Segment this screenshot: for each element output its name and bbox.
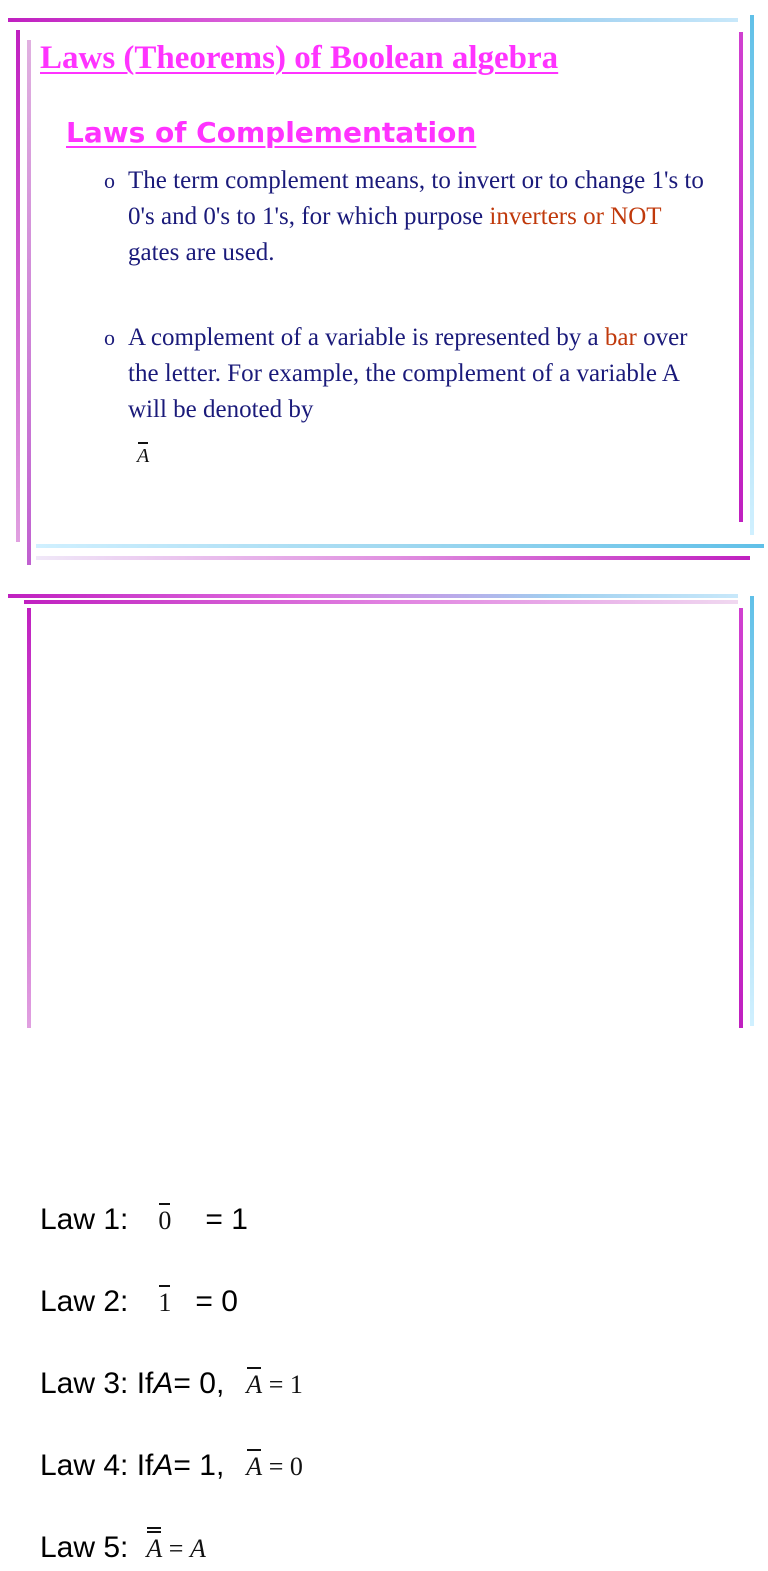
expression-rest: = [162, 1534, 190, 1563]
right-decor-line-pink [739, 608, 743, 1028]
law-5 [40, 1531, 206, 1571]
law-variable: A [153, 1367, 174, 1400]
bullet-marker: o [104, 168, 115, 193]
law-condition: = 1, [173, 1449, 225, 1482]
bullet-text [104, 320, 714, 428]
bullet-text-part: over the letter. For example, the complement of a variable A will be denoted by [128, 324, 688, 423]
law-1 [40, 1203, 248, 1243]
slide-title: Laws (Theorems) of Boolean algebra [40, 40, 559, 76]
expression-rest: = 0 [262, 1452, 303, 1481]
bottom-decor-line-pink [36, 556, 750, 560]
law-condition: = 0, [173, 1367, 225, 1400]
bullet-complement-meaning [104, 163, 714, 271]
a-bar-symbol: A [137, 445, 150, 467]
left-decor-line-light [27, 40, 31, 565]
a-bar-symbol: A [246, 1452, 263, 1481]
right-decor-line-blue [750, 596, 754, 1026]
law-label: Law 2: [40, 1285, 129, 1318]
slide-complementation [0, 0, 768, 568]
law-label: Law 3: If [40, 1367, 154, 1400]
bullet-text [104, 163, 714, 271]
law-label: Law 5: [40, 1531, 129, 1564]
top-decor-line-pink [24, 600, 738, 604]
law-4 [40, 1449, 303, 1489]
bullet-text-part: gates are used. [128, 239, 275, 266]
right-decor-line-pink [739, 32, 743, 522]
overbar-one: 1 [158, 1288, 172, 1317]
law-label: Law 1: [40, 1203, 129, 1236]
a-bar-symbol: A [246, 1370, 263, 1399]
bottom-decor-line-blue [36, 544, 764, 548]
law-expression [246, 1370, 303, 1400]
highlight-term: bar [604, 324, 637, 351]
left-decor-line [27, 608, 31, 1028]
law-label: Law 4: If [40, 1449, 154, 1482]
law-result: = 0 [195, 1285, 238, 1318]
right-decor-line-blue [750, 15, 754, 535]
slide-gap [0, 568, 768, 588]
complement-notation-example [137, 445, 149, 468]
law-operand [158, 1206, 171, 1236]
bullet-bar-notation [104, 320, 714, 428]
section-heading: Laws of Complementation [66, 116, 477, 149]
slide-complement-laws [0, 588, 768, 1564]
top-decor-line [8, 594, 738, 598]
law-variable: A [153, 1449, 174, 1482]
law-expression [246, 1452, 303, 1482]
a-double-bar-symbol: A [146, 1534, 163, 1563]
highlight-term: inverters or NOT [489, 203, 662, 230]
bullet-text-part: The term complement means, to invert or to change 1's to 0's and 0's to 1's, for which purpose [128, 167, 704, 230]
law-result: = 1 [205, 1203, 248, 1236]
law-expression [146, 1534, 205, 1564]
law-3 [40, 1367, 303, 1407]
bullet-text-part: A complement of a variable is represented by a [128, 324, 605, 351]
law-operand [158, 1288, 171, 1318]
top-decor-line [8, 18, 738, 22]
bullet-marker: o [104, 325, 115, 350]
law-2 [40, 1285, 238, 1325]
expression-rest: = 1 [262, 1370, 303, 1399]
expression-rhs: A [189, 1534, 206, 1563]
overbar-zero: 0 [158, 1206, 172, 1235]
left-decor-line [16, 30, 20, 542]
